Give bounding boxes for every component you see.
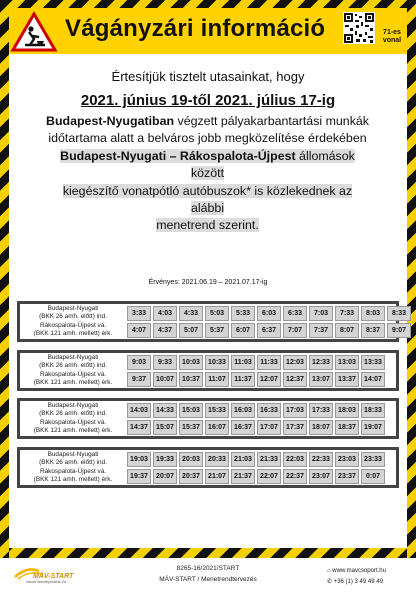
department-label: MÁV-START / Menetrendtervezés bbox=[159, 576, 257, 583]
departure-time: 17:03 bbox=[283, 403, 307, 418]
arrival-time: 6:07 bbox=[231, 323, 255, 338]
arrival-time: 15:07 bbox=[153, 420, 177, 435]
station-label: Rákospalota-Újpest vá. (BKK 121 amh. mellett) érk. bbox=[33, 322, 113, 337]
arrival-row bbox=[20, 419, 396, 436]
arrival-time: 10:37 bbox=[179, 372, 203, 387]
header-banner bbox=[9, 8, 407, 54]
arrival-time: 13:07 bbox=[309, 372, 333, 387]
arrival-time: 4:07 bbox=[127, 323, 151, 338]
website-link[interactable]: www.mavcsoport.hu bbox=[332, 568, 386, 574]
arrival-time: 6:37 bbox=[257, 323, 281, 338]
arrival-time: 16:37 bbox=[231, 420, 255, 435]
departure-time: 13:33 bbox=[361, 355, 385, 370]
arrival-time: 19:37 bbox=[127, 469, 151, 484]
departure-time: 22:33 bbox=[309, 452, 333, 467]
departure-time: 5:33 bbox=[231, 306, 255, 321]
departure-time: 14:03 bbox=[127, 403, 151, 418]
departure-time: 6:33 bbox=[283, 306, 307, 321]
route-section: Budapest-Nyugati – Rákospalota-Újpest bbox=[60, 148, 296, 163]
departure-time: 20:03 bbox=[179, 452, 203, 467]
departure-time: 21:03 bbox=[231, 452, 255, 467]
arrival-time: 7:37 bbox=[309, 323, 333, 338]
page-title: Vágányzári információ bbox=[65, 15, 326, 42]
roadworks-warning-icon bbox=[11, 12, 57, 52]
arrival-time: 13:37 bbox=[335, 372, 359, 387]
departure-time: 23:03 bbox=[335, 452, 359, 467]
departure-time: 5:03 bbox=[205, 306, 229, 321]
station-label: Budapest-Nyugati (BKK 26 amh. előtt) ind. bbox=[39, 305, 107, 320]
arrival-time: 9:37 bbox=[127, 372, 151, 387]
arrival-time: 19:07 bbox=[361, 420, 385, 435]
arrival-time: 5:37 bbox=[205, 323, 229, 338]
notice-intro: Értesítjük tisztelt utasainkat, hogy bbox=[111, 69, 305, 84]
arrival-time: 0:07 bbox=[361, 469, 385, 484]
departure-time: 23:33 bbox=[361, 452, 385, 467]
timetable-block bbox=[17, 350, 399, 391]
arrival-time: 17:07 bbox=[257, 420, 281, 435]
departure-time: 10:03 bbox=[179, 355, 203, 370]
station-label: Budapest-Nyugati (BKK 26 amh. előtt) ind. bbox=[39, 451, 107, 466]
departure-time: 16:03 bbox=[231, 403, 255, 418]
departure-time: 13:03 bbox=[335, 355, 359, 370]
phone-icon: ✆ bbox=[327, 579, 333, 585]
departure-time: 6:03 bbox=[257, 306, 281, 321]
mav-start-logo bbox=[13, 563, 74, 581]
departure-time: 22:03 bbox=[283, 452, 307, 467]
arrival-time: 20:37 bbox=[179, 469, 203, 484]
departure-time: 15:33 bbox=[205, 403, 229, 418]
arrival-time: 23:07 bbox=[309, 469, 333, 484]
arrival-time: 21:37 bbox=[231, 469, 255, 484]
hazard-stripe-top bbox=[0, 0, 416, 8]
timetable-block bbox=[17, 398, 399, 439]
departure-time: 4:33 bbox=[179, 306, 203, 321]
validity-period: Érvényes: 2021.06.19 – 2021.07.17-ig bbox=[148, 279, 268, 286]
departure-time: 11:33 bbox=[257, 355, 281, 370]
departure-time: 18:33 bbox=[361, 403, 385, 418]
timetable-block bbox=[17, 301, 406, 342]
arrival-time: 11:37 bbox=[231, 372, 255, 387]
logo-wordmark: MÁV-START bbox=[33, 573, 74, 580]
qr-code-icon[interactable] bbox=[343, 12, 375, 44]
departure-row bbox=[20, 305, 406, 322]
document-reference: 8265-16/2021/START bbox=[176, 565, 240, 572]
departure-time: 16:33 bbox=[257, 403, 281, 418]
route-number-label: 71-es vonal bbox=[382, 29, 402, 44]
location-name: Budapest-Nyugatiban bbox=[46, 114, 175, 128]
arrival-time: 20:07 bbox=[153, 469, 177, 484]
arrival-time: 14:07 bbox=[361, 372, 385, 387]
notice-body: Budapest-Nyugatiban végzett pályakarbantartási munkák időtartama alatt a belváros jobb megközelítése érdekében Budapest-Nyugati – Rákospalota-Újpest állomások között kiegészítő vonatpótló autóbuszok* is közlekednek az alábbi menetrend szerint. bbox=[46, 114, 369, 233]
arrival-time: 22:37 bbox=[283, 469, 307, 484]
departure-time: 12:33 bbox=[309, 355, 333, 370]
arrival-time: 18:37 bbox=[335, 420, 359, 435]
hazard-stripe-bottom bbox=[0, 548, 416, 558]
arrival-time: 14:37 bbox=[127, 420, 151, 435]
notice-date-range: 2021. június 19-től 2021. július 17-ig bbox=[80, 92, 336, 109]
departure-time: 9:33 bbox=[153, 355, 177, 370]
departure-time: 9:03 bbox=[127, 355, 151, 370]
departure-row bbox=[20, 451, 396, 468]
station-label: Budapest-Nyugati (BKK 26 amh. előtt) ind. bbox=[39, 354, 107, 369]
arrival-time: 22:07 bbox=[257, 469, 281, 484]
departure-time: 11:03 bbox=[231, 355, 255, 370]
station-label: Rákospalota-Újpest vá. (BKK 121 amh. mellett) érk. bbox=[33, 371, 113, 386]
web-icon: ⌂ bbox=[327, 568, 331, 574]
footer-contact bbox=[327, 566, 407, 588]
arrival-time: 12:37 bbox=[283, 372, 307, 387]
station-label: Rákospalota-Újpest vá. (BKK 121 amh. mellett) érk. bbox=[33, 468, 113, 483]
departure-row bbox=[20, 402, 396, 419]
logo-subtitle: Vasúti Személyszállító Zrt. bbox=[26, 580, 67, 584]
arrival-row bbox=[20, 322, 406, 339]
station-label: Rákospalota-Újpest vá. (BKK 121 amh. mellett) érk. bbox=[33, 419, 113, 434]
departure-time: 4:03 bbox=[153, 306, 177, 321]
arrival-time: 15:37 bbox=[179, 420, 203, 435]
departure-time: 19:03 bbox=[127, 452, 151, 467]
arrival-time: 4:37 bbox=[153, 323, 177, 338]
departure-time: 7:33 bbox=[335, 306, 359, 321]
arrival-row bbox=[20, 468, 396, 485]
arrival-row bbox=[20, 371, 396, 388]
hazard-stripe-right bbox=[407, 0, 416, 558]
departure-time: 7:03 bbox=[309, 306, 333, 321]
departure-time: 12:03 bbox=[283, 355, 307, 370]
departure-time: 8:33 bbox=[387, 306, 411, 321]
departure-time: 17:33 bbox=[309, 403, 333, 418]
departure-time: 19:33 bbox=[153, 452, 177, 467]
arrival-time: 16:07 bbox=[205, 420, 229, 435]
arrival-time: 18:07 bbox=[309, 420, 333, 435]
arrival-time: 9:07 bbox=[387, 323, 411, 338]
departure-time: 3:33 bbox=[127, 306, 151, 321]
timetable-block bbox=[17, 447, 399, 488]
arrival-time: 7:07 bbox=[283, 323, 307, 338]
departure-time: 14:33 bbox=[153, 403, 177, 418]
arrival-time: 23:37 bbox=[335, 469, 359, 484]
arrival-time: 8:37 bbox=[361, 323, 385, 338]
hazard-stripe-left bbox=[0, 0, 9, 558]
arrival-time: 12:07 bbox=[257, 372, 281, 387]
arrival-time: 5:07 bbox=[179, 323, 203, 338]
arrival-time: 8:07 bbox=[335, 323, 359, 338]
departure-time: 20:33 bbox=[205, 452, 229, 467]
departure-row bbox=[20, 354, 396, 371]
arrival-time: 11:07 bbox=[205, 372, 229, 387]
departure-time: 18:03 bbox=[335, 403, 359, 418]
station-label: Budapest-Nyugati (BKK 26 amh. előtt) ind. bbox=[39, 402, 107, 417]
phone-number: +36 (1) 3 49 49 49 bbox=[333, 579, 383, 585]
arrival-time: 17:37 bbox=[283, 420, 307, 435]
arrival-time: 21:07 bbox=[205, 469, 229, 484]
footer-reference bbox=[110, 563, 306, 585]
departure-time: 21:33 bbox=[257, 452, 281, 467]
departure-time: 15:03 bbox=[179, 403, 203, 418]
departure-time: 8:03 bbox=[361, 306, 385, 321]
departure-time: 10:33 bbox=[205, 355, 229, 370]
arrival-time: 10:07 bbox=[153, 372, 177, 387]
